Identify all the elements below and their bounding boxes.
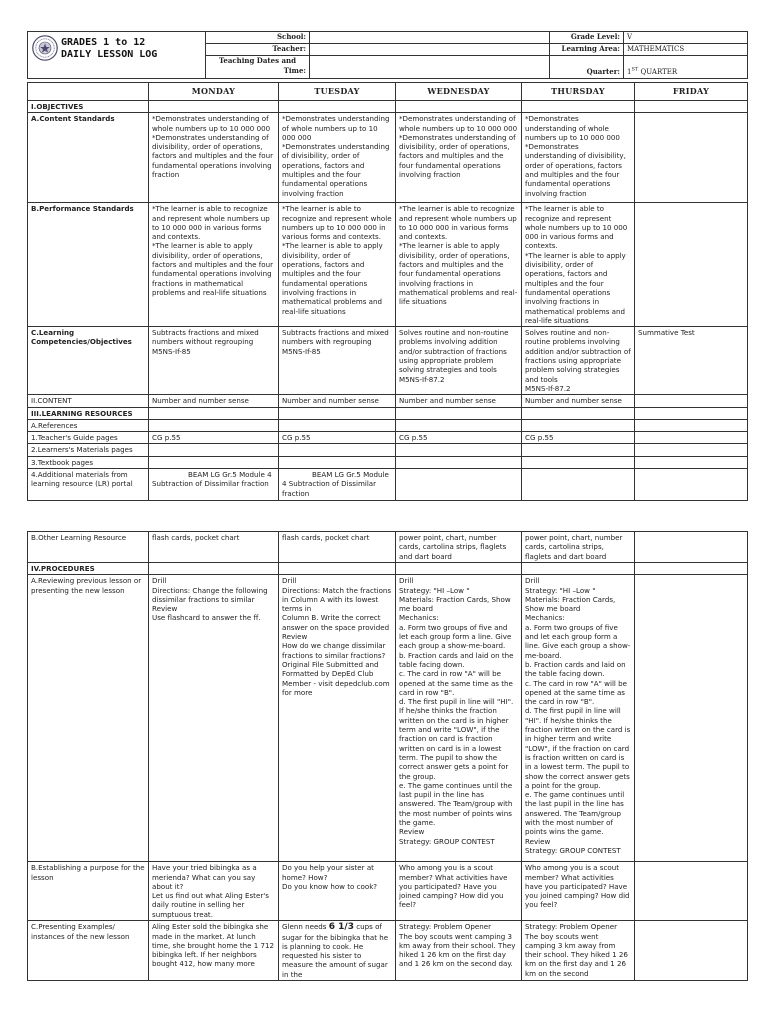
day-header-wednesday: WEDNESDAY bbox=[396, 83, 522, 101]
quarter-rest: QUARTER bbox=[638, 68, 678, 76]
deped-seal-icon bbox=[32, 35, 58, 61]
dates-label bbox=[206, 56, 310, 79]
reviewing-friday bbox=[635, 575, 748, 862]
dates-label-line1: Teaching Dates and bbox=[218, 56, 297, 65]
performance-standards-tuesday: *The learner is able to recognize and represent whole numbers up to 10 000 000 in various forms and contexts. *The learner is able to apply divisibility, order of operations, factors and multiples and the four fundamental operations involving fractions in mathematical problems and real-life situations bbox=[279, 203, 396, 327]
content-wednesday: Number and number sense bbox=[396, 395, 522, 407]
quarter-num: 1 bbox=[627, 68, 632, 76]
corner-cell bbox=[28, 83, 149, 101]
content-tuesday: Number and number sense bbox=[279, 395, 396, 407]
presenting-wednesday: Strategy: Problem Opener The boy scouts went camping 3 km away from their school. They hiked 1 26 km on the first day and 1 26 km on the second day. bbox=[396, 921, 522, 981]
learning-competencies-thursday: Solves routine and non-routine problems involving addition and/or subtraction of fractions using appropriate problem solving strategies and tools M5NS-If-87.2 bbox=[522, 327, 635, 395]
presenting-friday bbox=[635, 921, 748, 981]
learning-competencies-monday: Subtracts fractions and mixed numbers without regrouping M5NS-If-85 bbox=[149, 327, 279, 395]
reviewing-thursday: Drill Strategy: "HI –Low " Materials: Fraction Cards, Show me board Mechanics: a. Form two groups of five and let each group form a line. Give each group a show-me-board. b. Fraction cards and laid on the table facing down. c. The card in row "A" will be opened at the same time as the card in row "B". d. The first pupil in line will "HI". If he/she thinks the fraction written on the card is in higher term and write "LOW", if the fraction on card is fraction written on card is in a lowest term. The pupil to show the correct answer gets a point for the group. e. The game continues until the last pupil in the line has answered. The Team/group with the most number of points wins the game. Review Strategy: GROUP CONTEST bbox=[522, 575, 635, 862]
day-header-friday: FRIDAY bbox=[635, 83, 748, 101]
header-title-line1: GRADES 1 to 12 bbox=[61, 37, 146, 48]
presenting-tuesday-pre: Glenn needs bbox=[282, 922, 329, 932]
establishing-monday: Have your tried bibingka as a merienda? What can you say about it? Let us find out what Aling Ester's daily routine in selling her sumptuous treat. bbox=[149, 862, 279, 921]
establishing-friday bbox=[635, 862, 748, 921]
additional-materials-label: 4.Additional materials from learning resource (LR) portal bbox=[28, 469, 149, 501]
teachers-guide-tuesday: CG p.55 bbox=[279, 432, 396, 444]
learning-resources-heading: III.LEARNING RESOURCES bbox=[28, 407, 149, 419]
reviewing-wednesday: Drill Strategy: "HI –Low " Materials: Fraction Cards, Show me board Mechanics: a. Form two groups of five and let each group form a line. Give each group a show-me-board. b. Fraction cards and laid on the table facing down. c. The card in row "A" will be opened at the same time as the card in row "B". d. The first pupil in line will "HI". If he/she thinks the fraction written on the card is in higher term and write "LOW", if the fraction on card is fraction written on card is in a lowest term. The pupil to show the correct answer gets a point for the group. e. The game continues until the last pupil in the line has answered. The Team/group with the most number of points wins the game. Review Strategy: GROUP CONTEST bbox=[396, 575, 522, 862]
teachers-guide-wednesday: CG p.55 bbox=[396, 432, 522, 444]
content-friday bbox=[635, 395, 748, 407]
other-resources-monday: flash cards, pocket chart bbox=[149, 532, 279, 563]
reviewing-monday: Drill Directions: Change the following dissimilar fractions to similar Review Use flashcard to answer the ff. bbox=[149, 575, 279, 862]
other-resources-friday bbox=[635, 532, 748, 563]
other-resources-thursday: power point, chart, number cards, cartolina strips, flaglets and dart board bbox=[522, 532, 635, 563]
header-title bbox=[61, 37, 157, 61]
performance-standards-wednesday: *The learner is able to recognize and represent whole numbers up to 10 000 000 in various forms and contexts. *The learner is able to apply divisibility, order of operations, factors and multiples and the four fundamental operations involving fractions in mathematical problems and real-life situations bbox=[396, 203, 522, 327]
quarter-label: Quarter: bbox=[550, 67, 624, 79]
grade-level-label: Grade Level: bbox=[550, 32, 624, 44]
other-resources-tuesday: flash cards, pocket chart bbox=[279, 532, 396, 563]
school-label: School: bbox=[206, 32, 310, 44]
teacher-field[interactable] bbox=[310, 44, 550, 56]
establishing-label: B.Establishing a purpose for the lesson bbox=[28, 862, 149, 921]
content-thursday: Number and number sense bbox=[522, 395, 635, 407]
learning-competencies-wednesday: Solves routine and non-routine problems involving addition and/or subtraction of fractions using appropriate problem solving strategies and tools M5NS-If-87.2 bbox=[396, 327, 522, 395]
additional-materials-wednesday bbox=[396, 469, 522, 501]
reviewing-label: A.Reviewing previous lesson or presenting the new lesson bbox=[28, 575, 149, 862]
content-standards-friday bbox=[635, 113, 748, 203]
presenting-tuesday-fraction: 6 1/3 bbox=[328, 922, 354, 933]
presenting-tuesday bbox=[279, 921, 396, 981]
presenting-monday: Aling Ester sold the bibingka she made in the market. At lunch time, she brought home the 1 712 bibingka left. If her neighbors bought 412, how many more bbox=[149, 921, 279, 981]
presenting-label: C.Presenting Examples/ instances of the new lesson bbox=[28, 921, 149, 981]
other-resources-label: B.Other Learning Resource bbox=[28, 532, 149, 563]
additional-materials-tuesday: BEAM LG Gr.5 Module 4 Subtraction of Dissimilar fraction bbox=[279, 469, 396, 501]
learning-competencies-tuesday: Subtracts fractions and mixed numbers with regrouping M5NS-If-85 bbox=[279, 327, 396, 395]
teachers-guide-thursday: CG p.55 bbox=[522, 432, 635, 444]
establishing-tuesday: Do you help your sister at home? How? Do you know how to cook? bbox=[279, 862, 396, 921]
learning-competencies-label: C.Learning Competencies/Objectives bbox=[28, 327, 149, 395]
learners-materials-label: 2.Learners's Materials pages bbox=[28, 444, 149, 456]
content-standards-tuesday: *Demonstrates understanding of whole numbers up to 10 000 000 *Demonstrates understanding of divisibility, order of operations, factors and multiples and the four fundamental operations involving fraction bbox=[279, 113, 396, 203]
textbook-pages-label: 3.Textbook pages bbox=[28, 456, 149, 468]
lesson-table-bottom bbox=[27, 531, 748, 981]
teachers-guide-label: 1.Teacher's Guide pages bbox=[28, 432, 149, 444]
dates-label-line2: Time: bbox=[283, 66, 306, 75]
grade-level-value: V bbox=[624, 32, 748, 44]
objectives-heading: I.OBJECTIVES bbox=[28, 101, 149, 113]
header-table bbox=[27, 31, 748, 79]
additional-materials-thursday bbox=[522, 469, 635, 501]
dates-field[interactable] bbox=[310, 56, 550, 79]
performance-standards-label: B.Performance Standards bbox=[28, 203, 149, 327]
quarter-sup: ST bbox=[631, 67, 639, 73]
learning-competencies-friday: Summative Test bbox=[635, 327, 748, 395]
content-standards-label: A.Content Standards bbox=[28, 113, 149, 203]
learning-area-label: Learning Area: bbox=[550, 44, 624, 56]
header-logo-cell bbox=[28, 32, 206, 79]
content-standards-monday: *Demonstrates understanding of whole numbers up to 10 000 000 *Demonstrates understanding of divisibility, order of operations, factors and multiples and the four fundamental operations involving fraction bbox=[149, 113, 279, 203]
teacher-label: Teacher: bbox=[206, 44, 310, 56]
performance-standards-friday bbox=[635, 203, 748, 327]
additional-materials-friday bbox=[635, 469, 748, 501]
lesson-table-top bbox=[27, 82, 748, 501]
teachers-guide-friday bbox=[635, 432, 748, 444]
establishing-wednesday: Who among you is a scout member? What activities have you participated? Have you joined camping? How did you feel? bbox=[396, 862, 522, 921]
day-header-tuesday: TUESDAY bbox=[279, 83, 396, 101]
day-header-thursday: THURSDAY bbox=[522, 83, 635, 101]
procedures-heading: IV.PROCEDURES bbox=[28, 563, 149, 575]
school-field[interactable] bbox=[310, 32, 550, 44]
performance-standards-thursday: *The learner is able to recognize and represent whole numbers up to 10 000 000 in various forms and contexts. *The learner is able to apply divisibility, order of operations, factors and multiples and the four fundamental operations involving fractions in mathematical problems and real-life situations bbox=[522, 203, 635, 327]
other-resources-wednesday: power point, chart, number cards, cartolina strips, flaglets and dart board bbox=[396, 532, 522, 563]
teachers-guide-monday: CG p.55 bbox=[149, 432, 279, 444]
day-header-monday: MONDAY bbox=[149, 83, 279, 101]
presenting-tuesday-post: cups of sugar for the bibingka that he is planning to cook. He requested his sister to measure the amount of sugar in the bbox=[282, 922, 389, 979]
header-title-line2: DAILY LESSON LOG bbox=[61, 49, 158, 60]
reviewing-tuesday: Drill Directions: Match the fractions in Column A with its lowest terms in Column B. Write the correct answer on the space provided Review How do we change dissimilar fractions to similar fractions? Original File Submitted and Formatted by DepEd Club Member - visit depedclub.com for more bbox=[279, 575, 396, 862]
learning-area-value: MATHEMATICS bbox=[624, 44, 748, 56]
references-label: A.References bbox=[28, 419, 149, 431]
additional-materials-monday: BEAM LG Gr.5 Module 4 Subtraction of Dissimilar fraction bbox=[149, 469, 279, 501]
content-standards-thursday: *Demonstrates understanding of whole numbers up to 10 000 000 *Demonstrates understanding of divisibility, order of operations, factors and multiples and the four fundamental operations involving fraction bbox=[522, 113, 635, 203]
establishing-thursday: Who among you is a scout member? What activities have you participated? Have you joined camping? How did you feel? bbox=[522, 862, 635, 921]
presenting-thursday: Strategy: Problem Opener The boy scouts went camping 3 km away from their school. They hiked 1 26 km on the first day and 1 26 km on the second bbox=[522, 921, 635, 981]
content-label: II.CONTENT bbox=[28, 395, 149, 407]
blank-cell bbox=[550, 56, 624, 68]
performance-standards-monday: *The learner is able to recognize and represent whole numbers up to 10 000 000 in various forms and contexts. *The learner is able to apply divisibility, order of operations, factors and multiples and the four fundamental operations involving fractions in mathematical problems and real-life situations bbox=[149, 203, 279, 327]
blank-cell bbox=[624, 56, 748, 68]
content-standards-wednesday: *Demonstrates understanding of whole numbers up to 10 000 000 *Demonstrates understanding of divisibility, order of operations, factors and multiples and the four fundamental operations involving fraction bbox=[396, 113, 522, 203]
content-monday: Number and number sense bbox=[149, 395, 279, 407]
quarter-value bbox=[624, 67, 748, 79]
